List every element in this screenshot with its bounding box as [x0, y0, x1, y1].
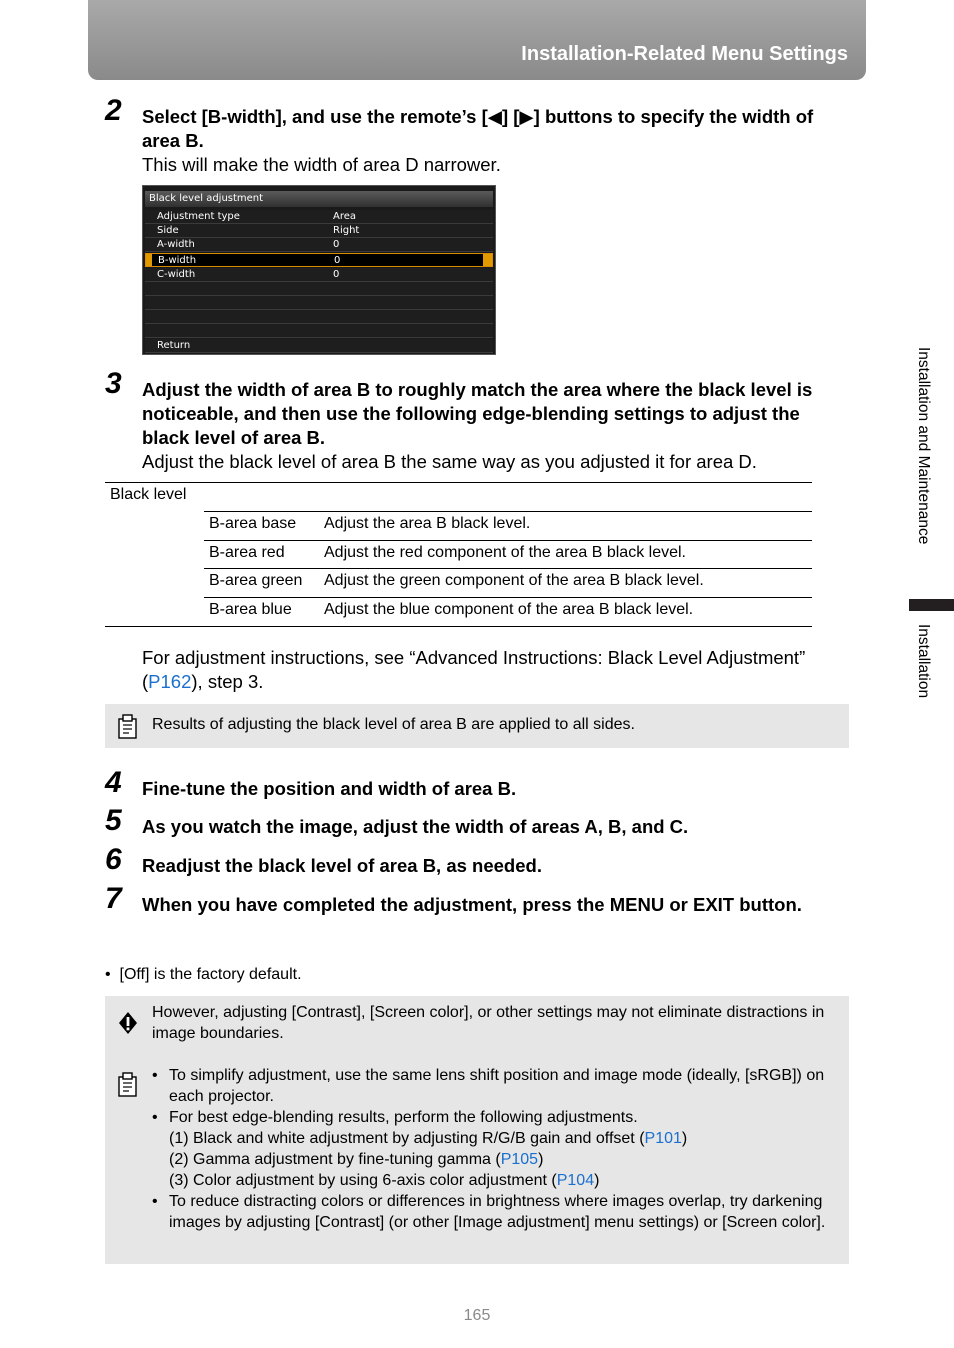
table-cell-desc: Adjust the red component of the area B black level. — [324, 544, 686, 561]
osd-row-return — [145, 339, 493, 353]
table-cell-name: B-area green — [209, 572, 303, 589]
osd-row-value: 0 — [333, 269, 340, 280]
side-tab-marker — [909, 599, 954, 611]
table-row — [204, 511, 812, 540]
osd-return-label: Return — [157, 340, 191, 351]
osd-row-empty — [145, 324, 493, 338]
page-title: Installation-Related Menu Settings — [521, 43, 848, 65]
table-row — [204, 568, 812, 597]
osd-row — [145, 224, 493, 238]
tip-item — [152, 1107, 842, 1191]
factory-default-bullet — [105, 966, 302, 984]
step-number: 2 — [105, 94, 122, 127]
step-number: 5 — [105, 804, 122, 837]
page-link-p105[interactable]: P105 — [500, 1151, 539, 1168]
osd-row — [145, 268, 493, 282]
side-tab-section[interactable]: Installation — [915, 624, 932, 699]
page-link-p162[interactable]: P162 — [148, 671, 192, 692]
caution-icon — [117, 1010, 139, 1036]
header-bar — [88, 0, 866, 80]
bullet-mark: • — [105, 966, 120, 983]
sub-item-3 — [169, 1172, 599, 1189]
table-row — [204, 597, 812, 626]
tip-item: • To simplify adjustment, use the same lens shift position and image mode (ideally, [sRGB]) on each projector. — [152, 1065, 842, 1107]
note-box — [105, 704, 849, 748]
side-tab-chapter[interactable]: Installation and Maintenance — [915, 347, 932, 545]
tip-text: For best edge-blending results, perform the following adjustments. — [169, 1109, 638, 1126]
step-number: 6 — [105, 843, 122, 876]
osd-row-value: 0 — [334, 255, 341, 266]
memo-icon — [117, 1072, 139, 1098]
table-row — [204, 540, 812, 569]
osd-row — [145, 210, 493, 224]
osd-row-empty — [145, 310, 493, 324]
factory-default-text: [Off] is the factory default. — [119, 966, 302, 983]
osd-row-value: Right — [333, 225, 360, 236]
step-title: As you watch the image, adjust the width of areas A, B, and C. — [142, 816, 689, 837]
table-top-rule — [105, 482, 812, 483]
osd-row-empty — [145, 282, 493, 296]
selection-right-marker — [483, 254, 492, 266]
osd-row-label: B-width — [158, 255, 197, 266]
osd-row-label: A-width — [157, 239, 195, 250]
step-number: 7 — [105, 882, 122, 915]
table-bottom-rule — [105, 626, 812, 627]
osd-row-value: Area — [333, 211, 357, 222]
page-number: 165 — [463, 1307, 491, 1324]
table-cell-desc: Adjust the blue component of the area B black level. — [324, 601, 694, 618]
instructions-text: For adjustment instructions, see “Advanced Instructions: Black Level Adjustment” ( — [142, 647, 806, 692]
sub-item-close: ) — [681, 1130, 688, 1147]
osd-row-label: C-width — [157, 269, 196, 280]
instructions-text-end: ), step 3. — [191, 671, 264, 692]
osd-row-label: Side — [157, 225, 179, 236]
selection-left-marker — [146, 254, 152, 266]
osd-row-label: Adjustment type — [157, 211, 240, 222]
table-cell-name: B-area base — [209, 515, 297, 532]
step-title: When you have completed the adjustment, press the MENU or EXIT button. — [142, 894, 802, 915]
sub-item-close: ) — [538, 1151, 544, 1168]
instructions-paragraph — [142, 646, 822, 694]
step-number: 4 — [105, 766, 122, 799]
step-number: 3 — [105, 367, 122, 400]
caution-note-box — [105, 996, 849, 1264]
step-title: Fine-tune the position and width of area B. — [142, 778, 517, 799]
osd-row — [145, 238, 493, 252]
note-text: Results of adjusting the black level of area B are applied to all sides. — [152, 716, 635, 733]
sub-item-text: (3) Color adjustment by using 6-axis color adjustment ( — [169, 1172, 557, 1189]
table-group-label: Black level — [110, 486, 187, 503]
osd-menu-title: Black level adjustment — [145, 191, 493, 207]
step-description: Adjust the black level of area B the same way as you adjusted it for area D. — [142, 451, 757, 472]
table-cell-name: B-area red — [209, 544, 285, 561]
sub-item-2 — [169, 1151, 543, 1168]
step-title: Adjust the width of area B to roughly match the area where the black level is noticeable, and then use the following edge-blending settings to adjust the black level of area B. — [142, 379, 813, 448]
osd-row-selected — [145, 253, 493, 267]
step-title: Readjust the black level of area B, as needed. — [142, 855, 542, 876]
page-link-p104[interactable]: P104 — [556, 1172, 595, 1189]
step-description: This will make the width of area D narrower. — [142, 154, 501, 175]
osd-row-value: 0 — [333, 239, 340, 250]
table-cell-desc: Adjust the green component of the area B black level. — [324, 572, 704, 589]
sub-item-text: (1) Black and white adjustment by adjusting R/G/B gain and offset ( — [169, 1130, 645, 1147]
sub-item-close: ) — [594, 1172, 600, 1189]
step-title: Select [B-width], and use the remote’s [◀] [▶] buttons to specify the width of area B. — [142, 106, 814, 151]
osd-row-empty — [145, 296, 493, 310]
osd-menu — [142, 185, 496, 355]
caution-text: However, adjusting [Contrast], [Screen color], or other settings may not eliminate distractions in image boundaries. — [152, 1004, 825, 1042]
sub-item-1 — [169, 1130, 687, 1147]
memo-icon — [117, 714, 139, 740]
page-link-p101[interactable]: P101 — [644, 1130, 682, 1147]
tips-list — [152, 1065, 842, 1233]
tip-item: • To reduce distracting colors or differences in brightness where images overlap, try darkening images by adjusting [Contrast] (or other [Image adjustment] menu settings) or [Screen color]. — [152, 1191, 842, 1233]
table-cell-desc: Adjust the area B black level. — [324, 515, 531, 532]
table-cell-name: B-area blue — [209, 601, 292, 618]
sub-item-text: (2) Gamma adjustment by fine-tuning gamma ( — [169, 1151, 501, 1168]
